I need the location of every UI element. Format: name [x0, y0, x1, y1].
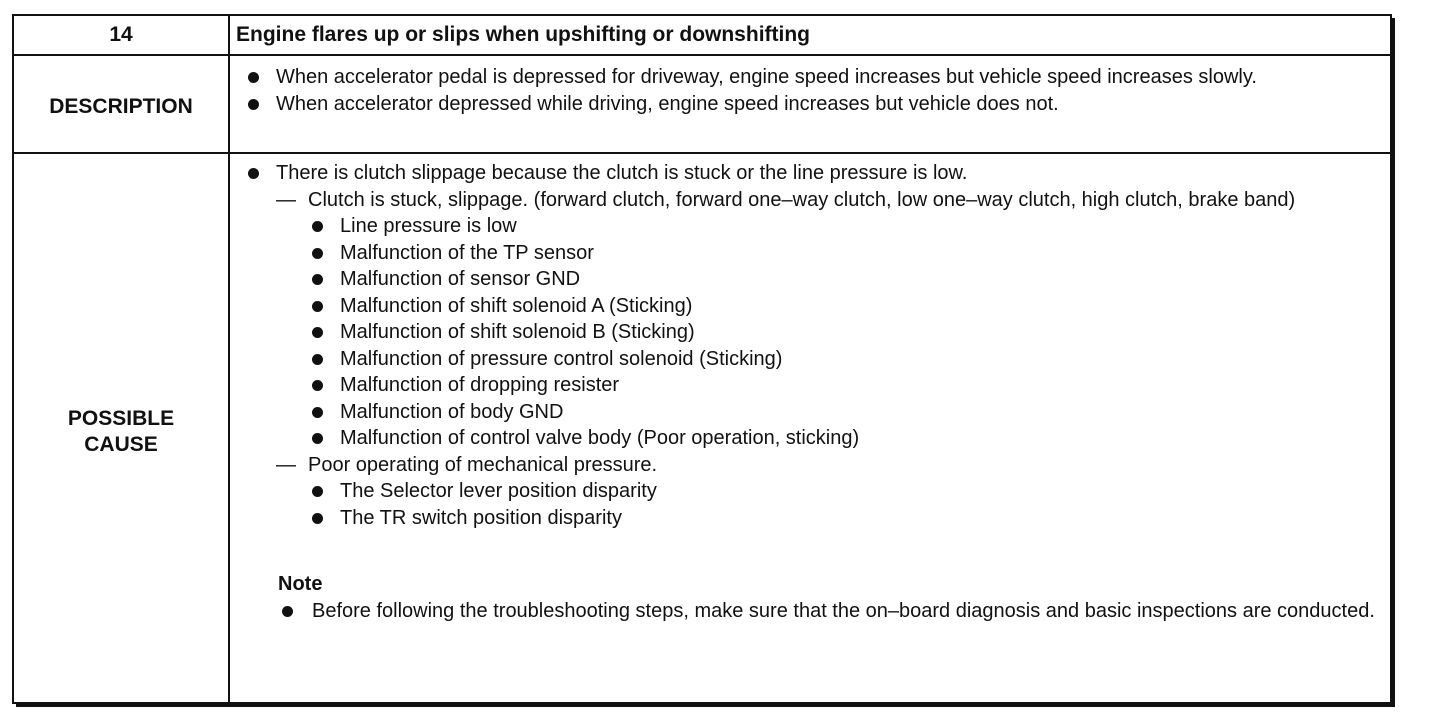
cause-sub-item: [242, 266, 1382, 293]
cause-sub-item-text: Malfunction of pressure control solenoid (Sticking): [340, 347, 783, 370]
dash-icon: —: [276, 453, 296, 476]
cause-sub-item: [242, 505, 1382, 532]
description-content: [242, 64, 1382, 117]
cause-sub-item-text: Malfunction of shift solenoid A (Sticking): [340, 294, 693, 317]
description-label-text: DESCRIPTION: [49, 95, 193, 118]
table-shadow-bottom: [16, 704, 1395, 707]
cause-sub-item-text: Malfunction of sensor GND: [340, 268, 581, 290]
cause-group-heading: [242, 187, 1382, 214]
problem-number: 14: [109, 23, 133, 46]
cause-sub-item: [242, 372, 1382, 399]
bullet-icon: [248, 168, 259, 179]
description-item: [242, 91, 1382, 118]
bullet-icon: [312, 380, 323, 391]
cause-sub-item-text: Line pressure is low: [340, 215, 517, 237]
description-item-text: When accelerator pedal is depressed for driveway, engine speed increases but vehicle speed increases slowly.: [276, 66, 1257, 88]
cause-main-text: There is clutch slippage because the clutch is stuck or the line pressure is low.: [276, 162, 968, 184]
table-shadow-right: [1392, 18, 1395, 706]
cause-sub-item-text: The Selector lever position disparity: [340, 480, 657, 502]
cause-sub-item: [242, 425, 1382, 452]
bullet-icon: [248, 72, 259, 83]
cause-sub-item-text: The TR switch position disparity: [340, 506, 622, 529]
cause-sub-item-text: Malfunction of the TP sensor: [340, 241, 594, 264]
cause-group-heading-text: Clutch is stuck, slippage. (forward clutch, forward one–way clutch, low one–way clutch, high clutch, brake band): [308, 188, 1296, 211]
bullet-icon: [282, 606, 293, 617]
bullet-icon: [312, 407, 323, 418]
possible-cause-label-line2: CAUSE: [84, 433, 158, 456]
cause-sub-item: [242, 213, 1382, 240]
note-item: [242, 598, 1382, 625]
note-text: Before following the troubleshooting steps, make sure that the on–board diagnosis and basic inspections are conducted.: [312, 599, 1375, 622]
bullet-icon: [312, 513, 323, 524]
bullet-icon: [312, 221, 323, 232]
cause-sub-item: [242, 346, 1382, 373]
cause-sub-item-text: Malfunction of control valve body (Poor operation, sticking): [340, 427, 860, 449]
cause-sub-item-text: Malfunction of body GND: [340, 400, 564, 423]
cause-sub-item: [242, 399, 1382, 426]
bullet-icon: [312, 433, 323, 444]
cause-sub-item-text: Malfunction of shift solenoid B (Sticking): [340, 321, 695, 343]
possible-cause-label-line1: POSSIBLE: [67, 407, 175, 430]
row-divider-description: [14, 152, 1390, 154]
bullet-icon: [312, 274, 323, 285]
bullet-icon: [248, 99, 259, 110]
cause-sub-item: [242, 240, 1382, 267]
problem-title: Engine flares up or slips when upshifting or downshifting: [236, 23, 811, 46]
row-divider-header: [14, 54, 1390, 56]
possible-cause-content: [242, 160, 1382, 624]
troubleshooting-table: [12, 14, 1392, 704]
bullet-icon: [312, 486, 323, 497]
cause-main-item: [242, 160, 1382, 187]
bullet-icon: [312, 327, 323, 338]
bullet-icon: [312, 301, 323, 312]
cause-group-heading: [242, 452, 1382, 479]
cause-sub-item: [242, 293, 1382, 320]
column-divider: [228, 16, 230, 702]
note-heading: Note: [278, 573, 323, 595]
cause-group-heading-text: Poor operating of mechanical pressure.: [308, 453, 658, 476]
description-item: [242, 64, 1382, 91]
bullet-icon: [312, 248, 323, 259]
cause-sub-item: [242, 478, 1382, 505]
bullet-icon: [312, 354, 323, 365]
possible-cause-label: [14, 406, 228, 458]
cause-sub-item-text: Malfunction of dropping resister: [340, 374, 620, 396]
description-label: [14, 94, 228, 120]
dash-icon: —: [276, 188, 296, 211]
description-item-text: When accelerator depressed while driving, engine speed increases but vehicle does not.: [276, 92, 1059, 115]
cause-sub-item: [242, 319, 1382, 346]
